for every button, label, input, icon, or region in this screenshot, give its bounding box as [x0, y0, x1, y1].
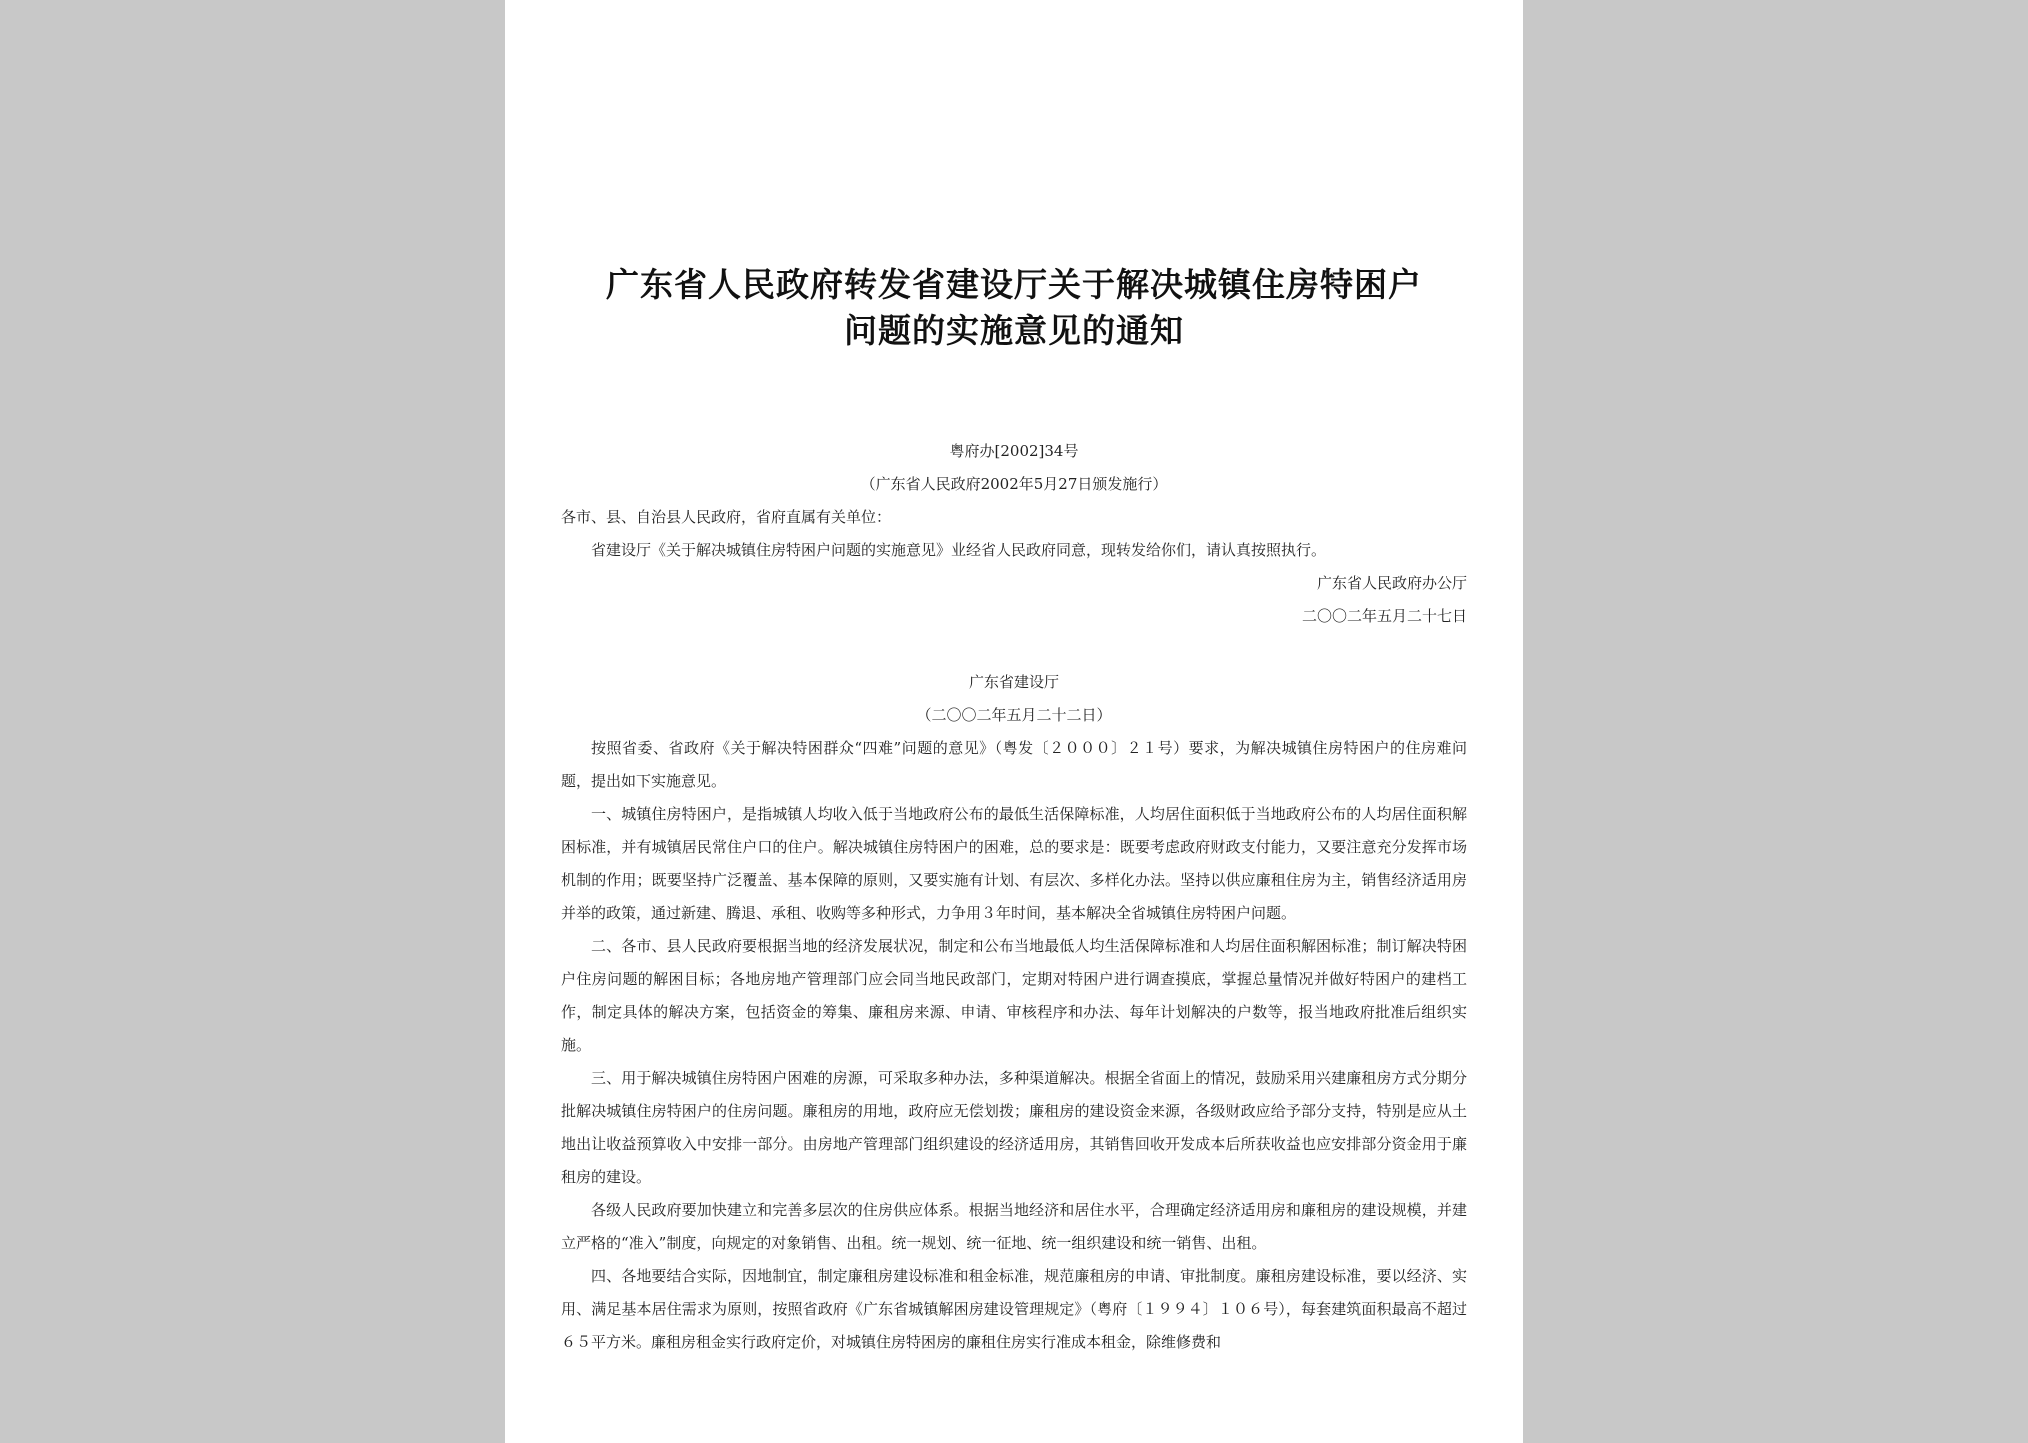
- title-line-2: 问题的实施意见的通知: [844, 311, 1184, 350]
- signature-office: 广东省人民政府办公厅: [1316, 574, 1467, 592]
- forward-text: 省建设厅《关于解决城镇住房特困户问题的实施意见》业经省人民政府同意，现转发给你们，请认真按照执行。: [591, 541, 1327, 559]
- paragraph-4: 四、各地要结合实际，因地制宜，制定廉租房建设标准和租金标准，规范廉租房的申请、审批制度。廉租房建设标准，要以经济、实用、满足基本居住需求为原则，按照省政府《广东省城镇解困房建设管理规定》（粤府〔１９９４〕１０６号），每套建筑面积最高不超过６５平方米。廉租房租金实行政府定价，对城镇住房特困房的廉租住房实行准成本租金，除维修费和: [561, 1267, 1467, 1351]
- issue-note: （广东省人民政府2002年5月27日颁发施行）: [860, 475, 1168, 493]
- document-page: [505, 0, 1523, 1443]
- title-line-1: 广东省人民政府转发省建设厅关于解决城镇住房特困户: [606, 265, 1422, 304]
- paragraph-3: 三、用于解决城镇住房特困户困难的房源，可采取多种办法，多种渠道解决。根据全省面上的情况，鼓励采用兴建廉租房方式分期分批解决城镇住房特困户的住房问题。廉租房的用地，政府应无偿划拨；廉租房的建设资金来源，各级财政应给予部分支持，特别是应从土地出让收益预算收入中安排一部分。由房地产管理部门组织建设的经济适用房，其销售回收开发成本后所获收益也应安排部分资金用于廉租房的建设。: [561, 1069, 1467, 1186]
- paragraph-2: 二、各市、县人民政府要根据当地的经济发展状况，制定和公布当地最低人均生活保障标准和人均居住面积解困标准；制订解决特困户住房问题的解困目标；各地房地产管理部门应会同当地民政部门，定期对特困户进行调查摸底，掌握总量情况并做好特困户的建档工作，制定具体的解决方案，包括资金的筹集、廉租房来源、申请、审核程序和办法、每年计划解决的户数等，报当地政府批准后组织实施。: [561, 937, 1467, 1054]
- paragraph-3b: 各级人民政府要加快建立和完善多层次的住房供应体系。根据当地经济和居住水平，合理确定经济适用房和廉租房的建设规模，并建立严格的“准入”制度，向规定的对象销售、出租。统一规划、统一征地、统一组织建设和统一销售、出租。: [561, 1201, 1467, 1252]
- document-title: [505, 262, 1523, 354]
- paragraph-1: 一、城镇住房特困户，是指城镇人均收入低于当地政府公布的最低生活保障标准，人均居住面积低于当地政府公布的人均居住面积解困标准，并有城镇居民常住户口的住户。解决城镇住房特困户的困难，总的要求是：既要考虑政府财政支付能力，又要注意充分发挥市场机制的作用；既要坚持广泛覆盖、基本保障的原则，又要实施有计划、有层次、多样化办法。坚持以供应廉租住房为主，销售经济适用房并举的政策，通过新建、腾退、承租、收购等多种形式，力争用３年时间，基本解决全省城镇住房特困户问题。: [561, 805, 1467, 922]
- document-number: 粤府办[2002]34号: [949, 442, 1079, 460]
- department-date: （二〇〇二年五月二十二日）: [916, 706, 1112, 724]
- department-name: 广东省建设厅: [968, 673, 1059, 691]
- addressee: 各市、县、自治县人民政府，省府直属有关单位：: [561, 508, 892, 526]
- paragraph-intro: 按照省委、省政府《关于解决特困群众“四难”问题的意见》（粤发〔２０００〕２１号）要求，为解决城镇住房特困户的住房难问题，提出如下实施意见。: [561, 739, 1467, 790]
- document-body: [561, 732, 1467, 1359]
- signature-date: 二〇〇二年五月二十七日: [1301, 607, 1467, 625]
